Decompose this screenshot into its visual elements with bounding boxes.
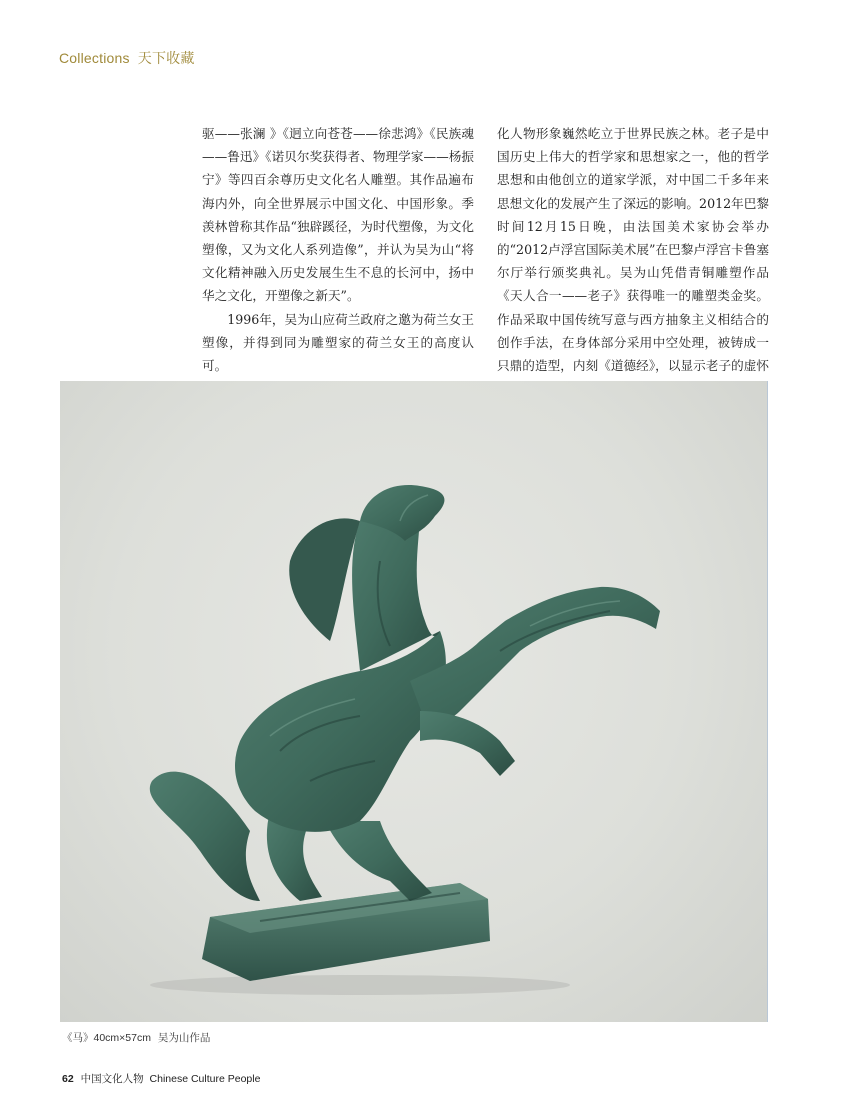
- article-column-left: [202, 122, 474, 424]
- section-title-en: Collections: [59, 50, 130, 66]
- section-title-cn: 天下收藏: [137, 50, 195, 66]
- section-header: [59, 48, 195, 68]
- article-column-right: [497, 122, 769, 400]
- page-footer: [62, 1071, 260, 1086]
- caption-author: 吴为山作品: [157, 1032, 211, 1044]
- magazine-name-cn: 中国文化人物: [80, 1073, 144, 1085]
- article-paragraph: 1996年，吴为山应荷兰政府之邀为荷兰女王塑像，并得到同为雕塑家的荷兰女王的高度认可。: [202, 311, 474, 374]
- bronze-horse-sculpture: [60, 381, 768, 1022]
- article-paragraph: 化人物形象巍然屹立于世界民族之林。老子是中国历史上伟大的哲学家和思想家之一，他的哲学思想和由他创立的道家学派，对中国二千多年来思想文化的发展产生了深远的影响。2012年巴黎时间12月15日晚，由法国美术家协会举办的“2012卢浮宫国际美术展”在巴黎卢浮宫卡鲁塞尔厅举行颁奖典礼。吴为山凭借青铜雕塑作品《天人合一——老子》获得唯一的雕塑类金奖。作品采取中国传统写意与西方抽象主义相结合的创作手法，在身体部分采用中空处理，被铸成一只鼎的造型，内刻《道德经》，以显示老子的虚怀: [497, 126, 769, 374]
- page-number: 62: [62, 1073, 74, 1085]
- horse-sculpture-photo: [60, 381, 768, 1022]
- photo-edge-rule: [767, 381, 768, 1022]
- caption-title: 《马》40cm×57cm: [62, 1032, 151, 1044]
- article-paragraph: 驱——张澜 》《迥立向苍苍——徐悲鸿》《民族魂——鲁迅》《诺贝尔奖获得者、物理学家——杨振宁》等四百余尊历史文化名人雕塑。其作品遍布海内外，向全世界展示中国文化、中国形象。季羡林曾称其作品“独辟蹊径，为时代塑像，为文化塑像，又为文化人系列造像”，并认为吴为山“将文化精神融入历史发展生生不息的长河中，扬中华之文化，开塑像之新天”。: [202, 126, 474, 304]
- figure-caption: [62, 1030, 210, 1045]
- magazine-name-en: Chinese Culture People: [149, 1073, 261, 1085]
